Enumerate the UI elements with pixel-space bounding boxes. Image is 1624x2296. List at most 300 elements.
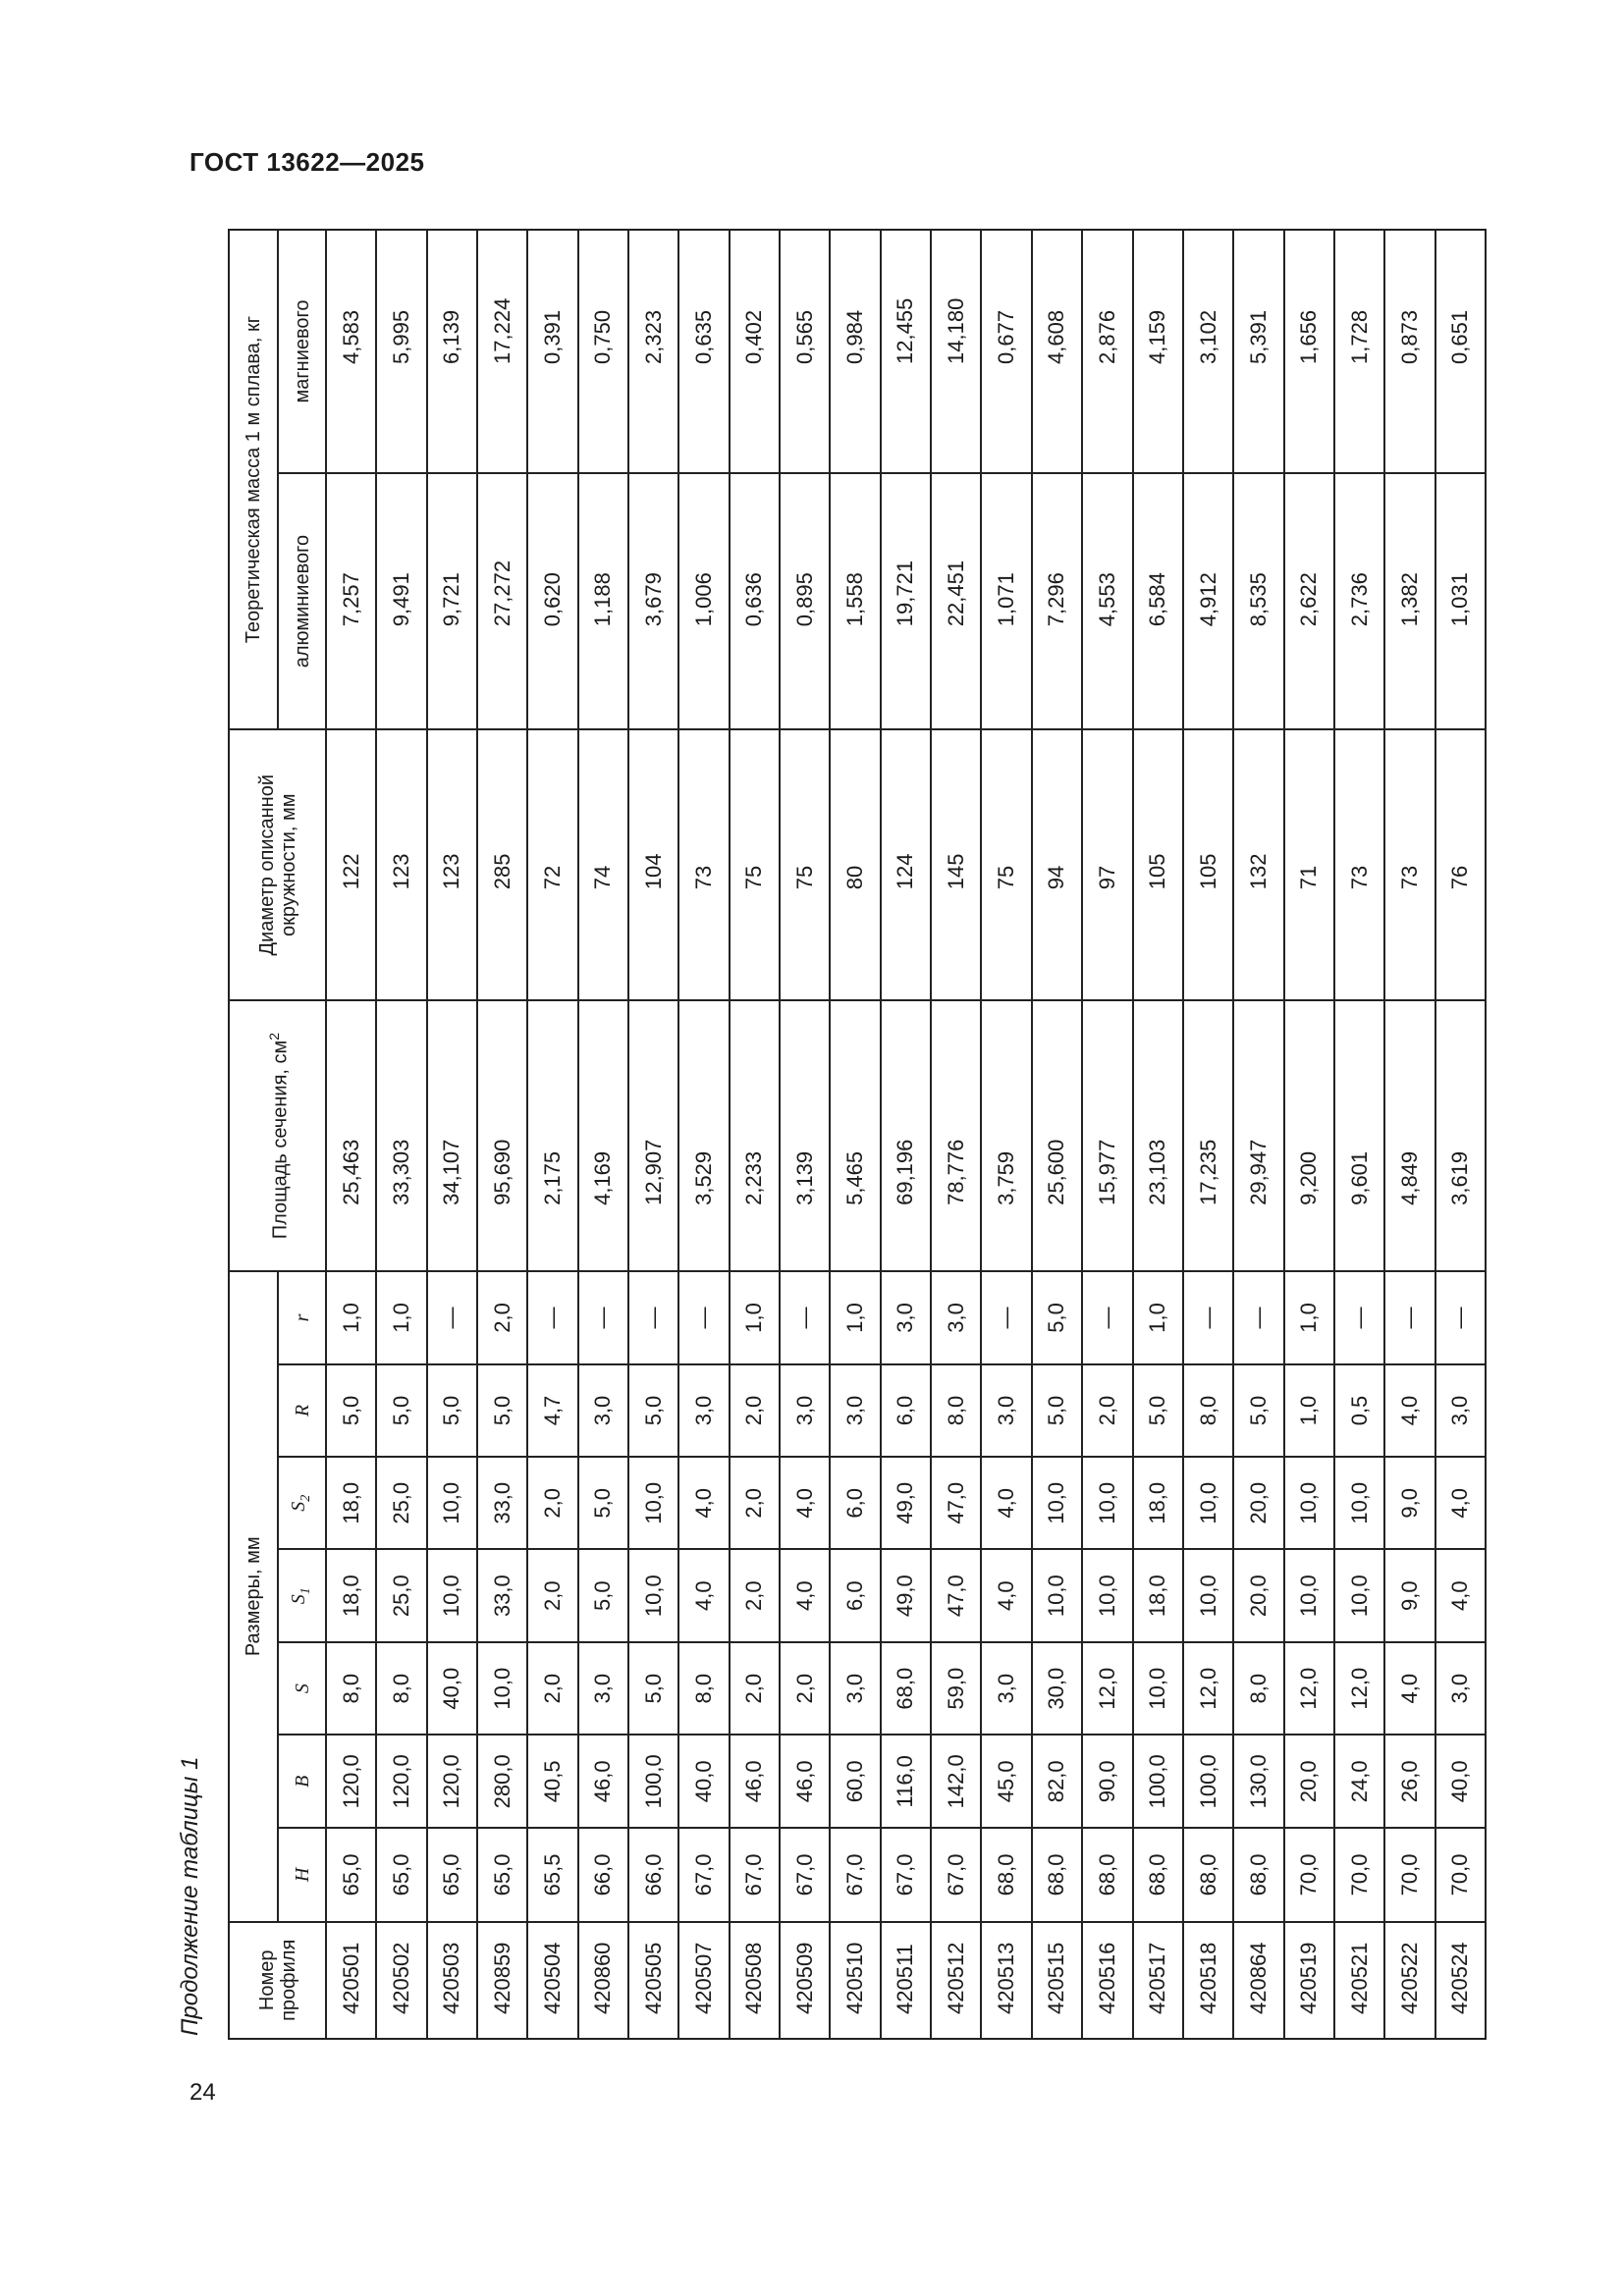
cell-S: 12,0 xyxy=(1183,1642,1233,1735)
cell-R: 5,0 xyxy=(427,1364,477,1457)
cell-H: 66,0 xyxy=(578,1828,628,1921)
cell-diameter: 122 xyxy=(326,729,376,1000)
cell-aluminum-mass: 22,451 xyxy=(931,473,981,729)
cell-H: 70,0 xyxy=(1384,1828,1435,1921)
cell-H: 65,0 xyxy=(477,1828,527,1921)
cell-S2: 47,0 xyxy=(931,1457,981,1549)
cell-profile-number: 420517 xyxy=(1133,1922,1183,2039)
cell-S: 3,0 xyxy=(830,1642,880,1735)
cell-B: 40,5 xyxy=(527,1735,577,1828)
cell-S: 12,0 xyxy=(1082,1642,1132,1735)
cell-R: 4,0 xyxy=(1384,1364,1435,1457)
cell-S2: 4,0 xyxy=(1435,1457,1486,1549)
cell-r: 5,0 xyxy=(1032,1271,1082,1364)
header-S1: $S_1$ xyxy=(278,1549,326,1641)
cell-profile-number: 420508 xyxy=(730,1922,780,2039)
cell-H: 67,0 xyxy=(931,1828,981,1921)
cell-magnesium-mass: 5,995 xyxy=(376,230,426,473)
cell-S1: 49,0 xyxy=(881,1549,931,1641)
cell-S1: 10,0 xyxy=(427,1549,477,1641)
cell-S1: 18,0 xyxy=(1133,1549,1183,1641)
cell-diameter: 132 xyxy=(1233,729,1283,1000)
cell-S1: 10,0 xyxy=(628,1549,678,1641)
cell-R: 3,0 xyxy=(678,1364,729,1457)
cell-area: 17,235 xyxy=(1183,1000,1233,1271)
table-row xyxy=(1183,230,1233,2039)
cell-H: 68,0 xyxy=(1133,1828,1183,1921)
cell-aluminum-mass: 9,721 xyxy=(427,473,477,729)
cell-profile-number: 420515 xyxy=(1032,1922,1082,2039)
cell-R: 6,0 xyxy=(881,1364,931,1457)
cell-S1: 5,0 xyxy=(578,1549,628,1641)
cell-S2: 18,0 xyxy=(1133,1457,1183,1549)
cell-S: 3,0 xyxy=(578,1642,628,1735)
cell-S: 4,0 xyxy=(1384,1642,1435,1735)
cell-H: 68,0 xyxy=(1183,1828,1233,1921)
document-header: ГОСТ 13622—2025 xyxy=(189,147,425,177)
header-r: r xyxy=(278,1271,326,1364)
table-row xyxy=(527,230,577,2039)
cell-magnesium-mass: 1,728 xyxy=(1334,230,1384,473)
table-row xyxy=(1284,230,1334,2039)
cell-S: 5,0 xyxy=(628,1642,678,1735)
page-number: 24 xyxy=(189,2079,216,2106)
cell-R: 5,0 xyxy=(326,1364,376,1457)
cell-aluminum-mass: 1,071 xyxy=(981,473,1031,729)
cell-profile-number: 420512 xyxy=(931,1922,981,2039)
cell-B: 120,0 xyxy=(427,1735,477,1828)
cell-r: 1,0 xyxy=(830,1271,880,1364)
cell-B: 100,0 xyxy=(1133,1735,1183,1828)
cell-r: — xyxy=(427,1271,477,1364)
cell-H: 70,0 xyxy=(1334,1828,1384,1921)
cell-R: 5,0 xyxy=(1233,1364,1283,1457)
table-row xyxy=(1082,230,1132,2039)
cell-H: 70,0 xyxy=(1435,1828,1486,1921)
cell-S1: 9,0 xyxy=(1384,1549,1435,1641)
cell-S2: 2,0 xyxy=(730,1457,780,1549)
table-row xyxy=(427,230,477,2039)
cell-H: 68,0 xyxy=(1233,1828,1283,1921)
table-row xyxy=(830,230,880,2039)
cell-S: 8,0 xyxy=(678,1642,729,1735)
cell-H: 66,0 xyxy=(628,1828,678,1921)
cell-B: 46,0 xyxy=(578,1735,628,1828)
cell-B: 40,0 xyxy=(1435,1735,1486,1828)
cell-magnesium-mass: 0,873 xyxy=(1384,230,1435,473)
cell-S: 3,0 xyxy=(981,1642,1031,1735)
cell-R: 2,0 xyxy=(730,1364,780,1457)
cell-r: 1,0 xyxy=(326,1271,376,1364)
cell-profile-number: 420509 xyxy=(780,1922,830,2039)
cell-diameter: 94 xyxy=(1032,729,1082,1000)
cell-area: 25,600 xyxy=(1032,1000,1082,1271)
cell-H: 67,0 xyxy=(881,1828,931,1921)
cell-diameter: 80 xyxy=(830,729,880,1000)
cell-S: 68,0 xyxy=(881,1642,931,1735)
cell-profile-number: 420864 xyxy=(1233,1922,1283,2039)
cell-magnesium-mass: 0,750 xyxy=(578,230,628,473)
cell-S: 10,0 xyxy=(1133,1642,1183,1735)
table-row xyxy=(1133,230,1183,2039)
cell-S1: 2,0 xyxy=(730,1549,780,1641)
table-row xyxy=(477,230,527,2039)
cell-S1: 25,0 xyxy=(376,1549,426,1641)
header-dimensions: Размеры, мм xyxy=(229,1271,278,1922)
cell-diameter: 105 xyxy=(1133,729,1183,1000)
cell-diameter: 73 xyxy=(1384,729,1435,1000)
cell-aluminum-mass: 1,188 xyxy=(578,473,628,729)
cell-r: — xyxy=(527,1271,577,1364)
cell-S2: 10,0 xyxy=(1183,1457,1233,1549)
cell-aluminum-mass: 7,296 xyxy=(1032,473,1082,729)
cell-B: 46,0 xyxy=(780,1735,830,1828)
cell-S: 8,0 xyxy=(1233,1642,1283,1735)
cell-magnesium-mass: 17,224 xyxy=(477,230,527,473)
cell-R: 5,0 xyxy=(628,1364,678,1457)
table-row xyxy=(1384,230,1435,2039)
cell-magnesium-mass: 4,583 xyxy=(326,230,376,473)
cell-aluminum-mass: 27,272 xyxy=(477,473,527,729)
cell-H: 68,0 xyxy=(1082,1828,1132,1921)
cell-B: 20,0 xyxy=(1284,1735,1334,1828)
cell-magnesium-mass: 0,635 xyxy=(678,230,729,473)
cell-S1: 4,0 xyxy=(780,1549,830,1641)
cell-diameter: 145 xyxy=(931,729,981,1000)
cell-S1: 33,0 xyxy=(477,1549,527,1641)
table-caption: Продолжение таблицы 1 xyxy=(177,1756,203,2036)
cell-r: — xyxy=(628,1271,678,1364)
cell-profile-number: 420519 xyxy=(1284,1922,1334,2039)
cell-H: 70,0 xyxy=(1284,1828,1334,1921)
cell-S2: 4,0 xyxy=(780,1457,830,1549)
cell-area: 3,139 xyxy=(780,1000,830,1271)
cell-B: 46,0 xyxy=(730,1735,780,1828)
header-profile-number: Номер профиля xyxy=(229,1922,326,2039)
cell-diameter: 72 xyxy=(527,729,577,1000)
cell-S2: 10,0 xyxy=(1334,1457,1384,1549)
cell-H: 65,0 xyxy=(326,1828,376,1921)
cell-r: 3,0 xyxy=(931,1271,981,1364)
cell-profile-number: 420501 xyxy=(326,1922,376,2039)
cell-area: 4,849 xyxy=(1384,1000,1435,1271)
table-row xyxy=(1032,230,1082,2039)
header-aluminum: алюминиевого xyxy=(278,473,326,729)
cell-S2: 20,0 xyxy=(1233,1457,1283,1549)
table-row xyxy=(628,230,678,2039)
cell-magnesium-mass: 14,180 xyxy=(931,230,981,473)
cell-S: 30,0 xyxy=(1032,1642,1082,1735)
cell-diameter: 75 xyxy=(981,729,1031,1000)
table-row xyxy=(578,230,628,2039)
cell-area: 34,107 xyxy=(427,1000,477,1271)
cell-S: 40,0 xyxy=(427,1642,477,1735)
rotated-table-container xyxy=(177,229,1473,2040)
cell-profile-number: 420510 xyxy=(830,1922,880,2039)
cell-R: 3,0 xyxy=(981,1364,1031,1457)
cell-area: 29,947 xyxy=(1233,1000,1283,1271)
cell-B: 142,0 xyxy=(931,1735,981,1828)
cell-r: — xyxy=(780,1271,830,1364)
cell-S2: 4,0 xyxy=(678,1457,729,1549)
cell-aluminum-mass: 4,553 xyxy=(1082,473,1132,729)
cell-R: 3,0 xyxy=(830,1364,880,1457)
cell-aluminum-mass: 2,736 xyxy=(1334,473,1384,729)
cell-aluminum-mass: 0,620 xyxy=(527,473,577,729)
cell-H: 65,0 xyxy=(427,1828,477,1921)
cell-R: 3,0 xyxy=(578,1364,628,1457)
cell-R: 1,0 xyxy=(1284,1364,1334,1457)
cell-area: 9,200 xyxy=(1284,1000,1334,1271)
cell-area: 5,465 xyxy=(830,1000,880,1271)
cell-B: 130,0 xyxy=(1233,1735,1283,1828)
cell-S2: 5,0 xyxy=(578,1457,628,1549)
cell-r: — xyxy=(1384,1271,1435,1364)
cell-profile-number: 420502 xyxy=(376,1922,426,2039)
cell-R: 5,0 xyxy=(1032,1364,1082,1457)
cell-profile-number: 420504 xyxy=(527,1922,577,2039)
cell-aluminum-mass: 19,721 xyxy=(881,473,931,729)
cell-B: 82,0 xyxy=(1032,1735,1082,1828)
cell-aluminum-mass: 7,257 xyxy=(326,473,376,729)
cell-S2: 18,0 xyxy=(326,1457,376,1549)
cell-S1: 4,0 xyxy=(981,1549,1031,1641)
cell-S1: 18,0 xyxy=(326,1549,376,1641)
cell-S2: 10,0 xyxy=(1032,1457,1082,1549)
table-row xyxy=(1435,230,1486,2039)
header-magnesium: магниевого xyxy=(278,230,326,473)
cell-magnesium-mass: 0,651 xyxy=(1435,230,1486,473)
cell-magnesium-mass: 12,455 xyxy=(881,230,931,473)
cell-r: 1,0 xyxy=(376,1271,426,1364)
cell-area: 33,303 xyxy=(376,1000,426,1271)
cell-R: 0,5 xyxy=(1334,1364,1384,1457)
cell-R: 3,0 xyxy=(1435,1364,1486,1457)
cell-H: 67,0 xyxy=(678,1828,729,1921)
cell-B: 280,0 xyxy=(477,1735,527,1828)
cell-r: — xyxy=(678,1271,729,1364)
cell-magnesium-mass: 2,323 xyxy=(628,230,678,473)
cell-profile-number: 420505 xyxy=(628,1922,678,2039)
cell-H: 68,0 xyxy=(1032,1828,1082,1921)
cell-r: — xyxy=(1334,1271,1384,1364)
cell-magnesium-mass: 5,391 xyxy=(1233,230,1283,473)
table-row xyxy=(780,230,830,2039)
cell-area: 95,690 xyxy=(477,1000,527,1271)
cell-S1: 10,0 xyxy=(1032,1549,1082,1641)
cell-profile-number: 420513 xyxy=(981,1922,1031,2039)
cell-diameter: 105 xyxy=(1183,729,1233,1000)
cell-B: 45,0 xyxy=(981,1735,1031,1828)
cell-profile-number: 420860 xyxy=(578,1922,628,2039)
cell-S2: 10,0 xyxy=(628,1457,678,1549)
cell-profile-number: 420516 xyxy=(1082,1922,1132,2039)
cell-aluminum-mass: 8,535 xyxy=(1233,473,1283,729)
table-row xyxy=(931,230,981,2039)
table-row xyxy=(376,230,426,2039)
cell-profile-number: 420522 xyxy=(1384,1922,1435,2039)
cell-R: 8,0 xyxy=(931,1364,981,1457)
cell-S: 3,0 xyxy=(1435,1642,1486,1735)
cell-magnesium-mass: 0,984 xyxy=(830,230,880,473)
cell-magnesium-mass: 0,391 xyxy=(527,230,577,473)
cell-aluminum-mass: 6,584 xyxy=(1133,473,1183,729)
cell-S: 12,0 xyxy=(1334,1642,1384,1735)
cell-B: 40,0 xyxy=(678,1735,729,1828)
cell-S2: 2,0 xyxy=(527,1457,577,1549)
cell-area: 15,977 xyxy=(1082,1000,1132,1271)
header-mass: Теоретическая масса 1 м сплава, кг xyxy=(229,230,278,729)
cell-diameter: 76 xyxy=(1435,729,1486,1000)
cell-area: 3,619 xyxy=(1435,1000,1486,1271)
cell-profile-number: 420507 xyxy=(678,1922,729,2039)
cell-magnesium-mass: 0,677 xyxy=(981,230,1031,473)
cell-B: 26,0 xyxy=(1384,1735,1435,1828)
cell-diameter: 74 xyxy=(578,729,628,1000)
cell-r: 2,0 xyxy=(477,1271,527,1364)
cell-R: 5,0 xyxy=(376,1364,426,1457)
cell-S: 10,0 xyxy=(477,1642,527,1735)
cell-H: 68,0 xyxy=(981,1828,1031,1921)
cell-S: 8,0 xyxy=(326,1642,376,1735)
header-diameter: Диаметр описанной окружности, мм xyxy=(229,729,326,1000)
header-S: S xyxy=(278,1642,326,1735)
cell-magnesium-mass: 4,159 xyxy=(1133,230,1183,473)
cell-profile-number: 420521 xyxy=(1334,1922,1384,2039)
cell-profile-number: 420511 xyxy=(881,1922,931,2039)
cell-S2: 49,0 xyxy=(881,1457,931,1549)
cell-profile-number: 420524 xyxy=(1435,1922,1486,2039)
cell-diameter: 73 xyxy=(678,729,729,1000)
cell-aluminum-mass: 9,491 xyxy=(376,473,426,729)
table-row xyxy=(730,230,780,2039)
table-row xyxy=(981,230,1031,2039)
header-R: R xyxy=(278,1364,326,1457)
cell-area: 78,776 xyxy=(931,1000,981,1271)
cell-r: — xyxy=(1435,1271,1486,1364)
cell-S: 2,0 xyxy=(780,1642,830,1735)
cell-aluminum-mass: 4,912 xyxy=(1183,473,1233,729)
cell-aluminum-mass: 1,382 xyxy=(1384,473,1435,729)
cell-R: 4,7 xyxy=(527,1364,577,1457)
cell-S2: 10,0 xyxy=(1082,1457,1132,1549)
cell-area: 3,759 xyxy=(981,1000,1031,1271)
cell-B: 120,0 xyxy=(376,1735,426,1828)
cell-S: 59,0 xyxy=(931,1642,981,1735)
cell-r: — xyxy=(981,1271,1031,1364)
cell-S2: 33,0 xyxy=(477,1457,527,1549)
table-row xyxy=(1334,230,1384,2039)
cell-B: 116,0 xyxy=(881,1735,931,1828)
cell-S: 2,0 xyxy=(527,1642,577,1735)
cell-diameter: 71 xyxy=(1284,729,1334,1000)
cell-magnesium-mass: 3,102 xyxy=(1183,230,1233,473)
cell-r: — xyxy=(1183,1271,1233,1364)
cell-area: 4,169 xyxy=(578,1000,628,1271)
cell-S2: 10,0 xyxy=(1284,1457,1334,1549)
cell-S2: 9,0 xyxy=(1384,1457,1435,1549)
cell-B: 24,0 xyxy=(1334,1735,1384,1828)
header-S2: $S_2$ xyxy=(278,1457,326,1549)
cell-r: 3,0 xyxy=(881,1271,931,1364)
cell-diameter: 75 xyxy=(730,729,780,1000)
cell-profile-number: 420503 xyxy=(427,1922,477,2039)
cell-aluminum-mass: 0,636 xyxy=(730,473,780,729)
cell-diameter: 124 xyxy=(881,729,931,1000)
cell-area: 3,529 xyxy=(678,1000,729,1271)
cell-area: 2,233 xyxy=(730,1000,780,1271)
cell-S1: 4,0 xyxy=(678,1549,729,1641)
cell-magnesium-mass: 4,608 xyxy=(1032,230,1082,473)
cell-H: 65,0 xyxy=(376,1828,426,1921)
table-row xyxy=(326,230,376,2039)
cell-B: 60,0 xyxy=(830,1735,880,1828)
cell-S: 12,0 xyxy=(1284,1642,1334,1735)
cell-aluminum-mass: 1,558 xyxy=(830,473,880,729)
cell-r: — xyxy=(1082,1271,1132,1364)
table-row xyxy=(881,230,931,2039)
cell-B: 100,0 xyxy=(1183,1735,1233,1828)
cell-magnesium-mass: 6,139 xyxy=(427,230,477,473)
header-H: H xyxy=(278,1828,326,1921)
cell-S1: 47,0 xyxy=(931,1549,981,1641)
table-row xyxy=(678,230,729,2039)
cell-S2: 4,0 xyxy=(981,1457,1031,1549)
cell-aluminum-mass: 0,895 xyxy=(780,473,830,729)
cell-B: 120,0 xyxy=(326,1735,376,1828)
cell-H: 67,0 xyxy=(830,1828,880,1921)
cell-R: 2,0 xyxy=(1082,1364,1132,1457)
cell-S1: 20,0 xyxy=(1233,1549,1283,1641)
cell-area: 23,103 xyxy=(1133,1000,1183,1271)
cell-R: 5,0 xyxy=(477,1364,527,1457)
cell-magnesium-mass: 0,402 xyxy=(730,230,780,473)
header-B: B xyxy=(278,1735,326,1828)
cell-diameter: 104 xyxy=(628,729,678,1000)
cell-S1: 10,0 xyxy=(1082,1549,1132,1641)
cell-aluminum-mass: 3,679 xyxy=(628,473,678,729)
cell-magnesium-mass: 0,565 xyxy=(780,230,830,473)
cell-S2: 10,0 xyxy=(427,1457,477,1549)
cell-S: 2,0 xyxy=(730,1642,780,1735)
profile-table xyxy=(228,229,1487,2040)
cell-diameter: 97 xyxy=(1082,729,1132,1000)
header-area: Площадь сечения, $см^2$ xyxy=(229,1000,326,1271)
cell-r: — xyxy=(578,1271,628,1364)
cell-magnesium-mass: 1,656 xyxy=(1284,230,1334,473)
cell-diameter: 75 xyxy=(780,729,830,1000)
cell-R: 5,0 xyxy=(1133,1364,1183,1457)
cell-r: 1,0 xyxy=(1284,1271,1334,1364)
cell-R: 3,0 xyxy=(780,1364,830,1457)
cell-profile-number: 420518 xyxy=(1183,1922,1233,2039)
cell-R: 8,0 xyxy=(1183,1364,1233,1457)
cell-S1: 10,0 xyxy=(1284,1549,1334,1641)
cell-S1: 2,0 xyxy=(527,1549,577,1641)
table-body xyxy=(326,230,1486,2039)
cell-r: 1,0 xyxy=(1133,1271,1183,1364)
cell-S1: 4,0 xyxy=(1435,1549,1486,1641)
cell-aluminum-mass: 1,031 xyxy=(1435,473,1486,729)
cell-area: 25,463 xyxy=(326,1000,376,1271)
cell-profile-number: 420859 xyxy=(477,1922,527,2039)
cell-H: 67,0 xyxy=(780,1828,830,1921)
cell-S: 8,0 xyxy=(376,1642,426,1735)
cell-area: 2,175 xyxy=(527,1000,577,1271)
cell-aluminum-mass: 2,622 xyxy=(1284,473,1334,729)
cell-area: 69,196 xyxy=(881,1000,931,1271)
cell-area: 12,907 xyxy=(628,1000,678,1271)
